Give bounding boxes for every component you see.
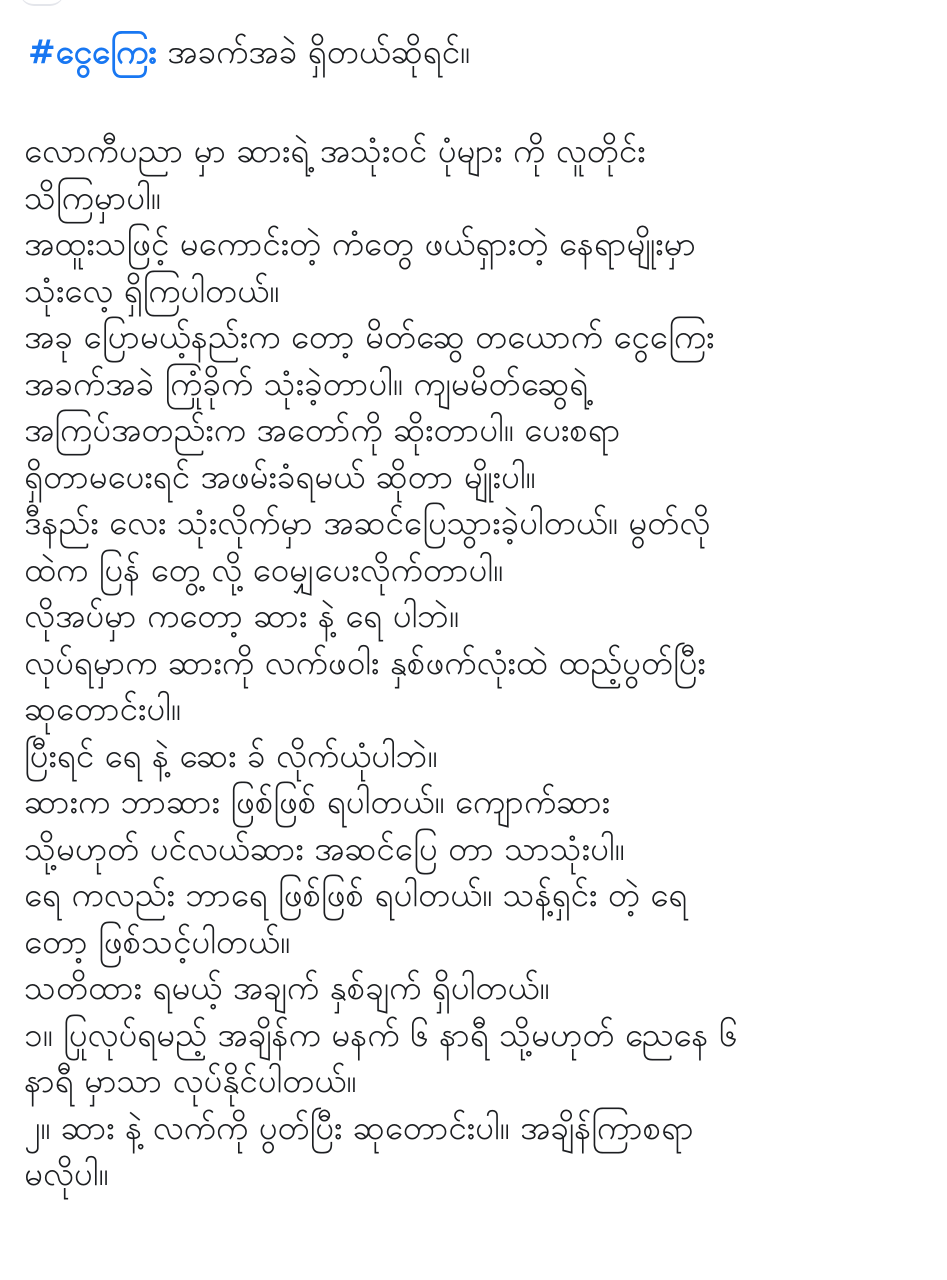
post-line: အခု ပြောမယ့်နည်းက တော့ မိတ်ဆွေ တယောက် ငွေကြေး	[24, 317, 715, 356]
post-line: လုပ်ရမှာက ဆားကို လက်ဖဝါး နှစ်ဖက်လုံးထဲ ထည့်ပွတ်ပြီး	[24, 642, 706, 682]
post-line: ရှိတာမပေးရင် အဖမ်းခံရမယ် ဆိုတာ မျိုးပါ။	[24, 456, 536, 496]
post-line: တော့ ဖြစ်သင့်ပါတယ်။	[24, 921, 290, 961]
post-line: သို့မဟုတ် ပင်လယ်ဆား အဆင်ပြေ တာ သာသုံးပါ။	[24, 828, 625, 868]
post-line: ရေ ကလည်း ဘာရေ ဖြစ်ဖြစ် ရပါတယ်။ သန့်ရှင်း တဲ့ ရေ	[24, 875, 688, 914]
post-line: အထူးသဖြင့် မကောင်းတဲ့ ကံတွေ ဖယ်ရှားတဲ့ နေရာမျိုးမှာ	[24, 224, 696, 263]
post-line: ဆုတောင်းပါ။	[24, 689, 181, 728]
post-line: ထဲက ပြန် တွေ့ လို့ ဝေမျှပေးလိုက်တာပါ။	[24, 549, 503, 589]
post-line: ဆားက ဘာဆား ဖြစ်ဖြစ် ရပါတယ်။ ကျောက်ဆား	[24, 782, 610, 821]
post-line: အခက်အခဲ ကြုံခိုက် သုံးခဲ့တာပါ။ ကျမမိတ်ဆွေရဲ့	[24, 363, 589, 403]
post-line: သုံးလေ့ ရှိကြပါတယ်။	[24, 270, 280, 310]
hashtag-link[interactable]: #ငွေကြေး	[28, 32, 157, 71]
post-line: ၂။ ဆား နဲ့ လက်ကို ပွတ်ပြီး ဆုတောင်းပါ။ အချိန်ကြာစရာ	[24, 1107, 694, 1147]
post-line: လောကီပညာ မှာ ဆားရဲ့ အသုံးဝင် ပုံများ ကို လူတိုင်း	[24, 131, 646, 170]
post-header	[28, 22, 470, 82]
post-line: နာရီ မှာသာ လုပ်နိုင်ပါတယ်။	[24, 1061, 357, 1100]
post-line: လိုအပ်မှာ ကတော့ ဆား နဲ့ ရေ ပါဘဲ။	[24, 596, 459, 635]
post-line: ဒီနည်း လေး သုံးလိုက်မှာ အဆင်ပြေသွားခဲ့ပါတယ်။ မွတ်လို	[24, 503, 711, 542]
post-line: ၁။ ပြုလုပ်ရမည့် အချိန်က မနက် ၆ နာရီ သို့မဟုတ် ညေနေ ၆	[24, 1014, 738, 1054]
post-line: အကြပ်အတည်းက အတော်ကို ဆိုးတာပါ။ ပေးစရာ	[24, 410, 621, 449]
post-body	[24, 128, 924, 1198]
post-line: သိကြမှာပါ။	[24, 177, 161, 217]
post-line: မလိုပါ။	[24, 1154, 109, 1193]
avatar[interactable]	[20, 0, 64, 6]
post-line: သတိထား ရမယ့် အချက် နှစ်ချက် ရှိပါတယ်။	[24, 968, 550, 1007]
post-title-text: အခက်အခဲ ရှိတယ်ဆိုရင်။	[156, 32, 470, 71]
post-line: ပြီးရင် ရေ နဲ့ ဆေး ခ် လိုက်ယုံပါဘဲ။	[24, 735, 438, 775]
